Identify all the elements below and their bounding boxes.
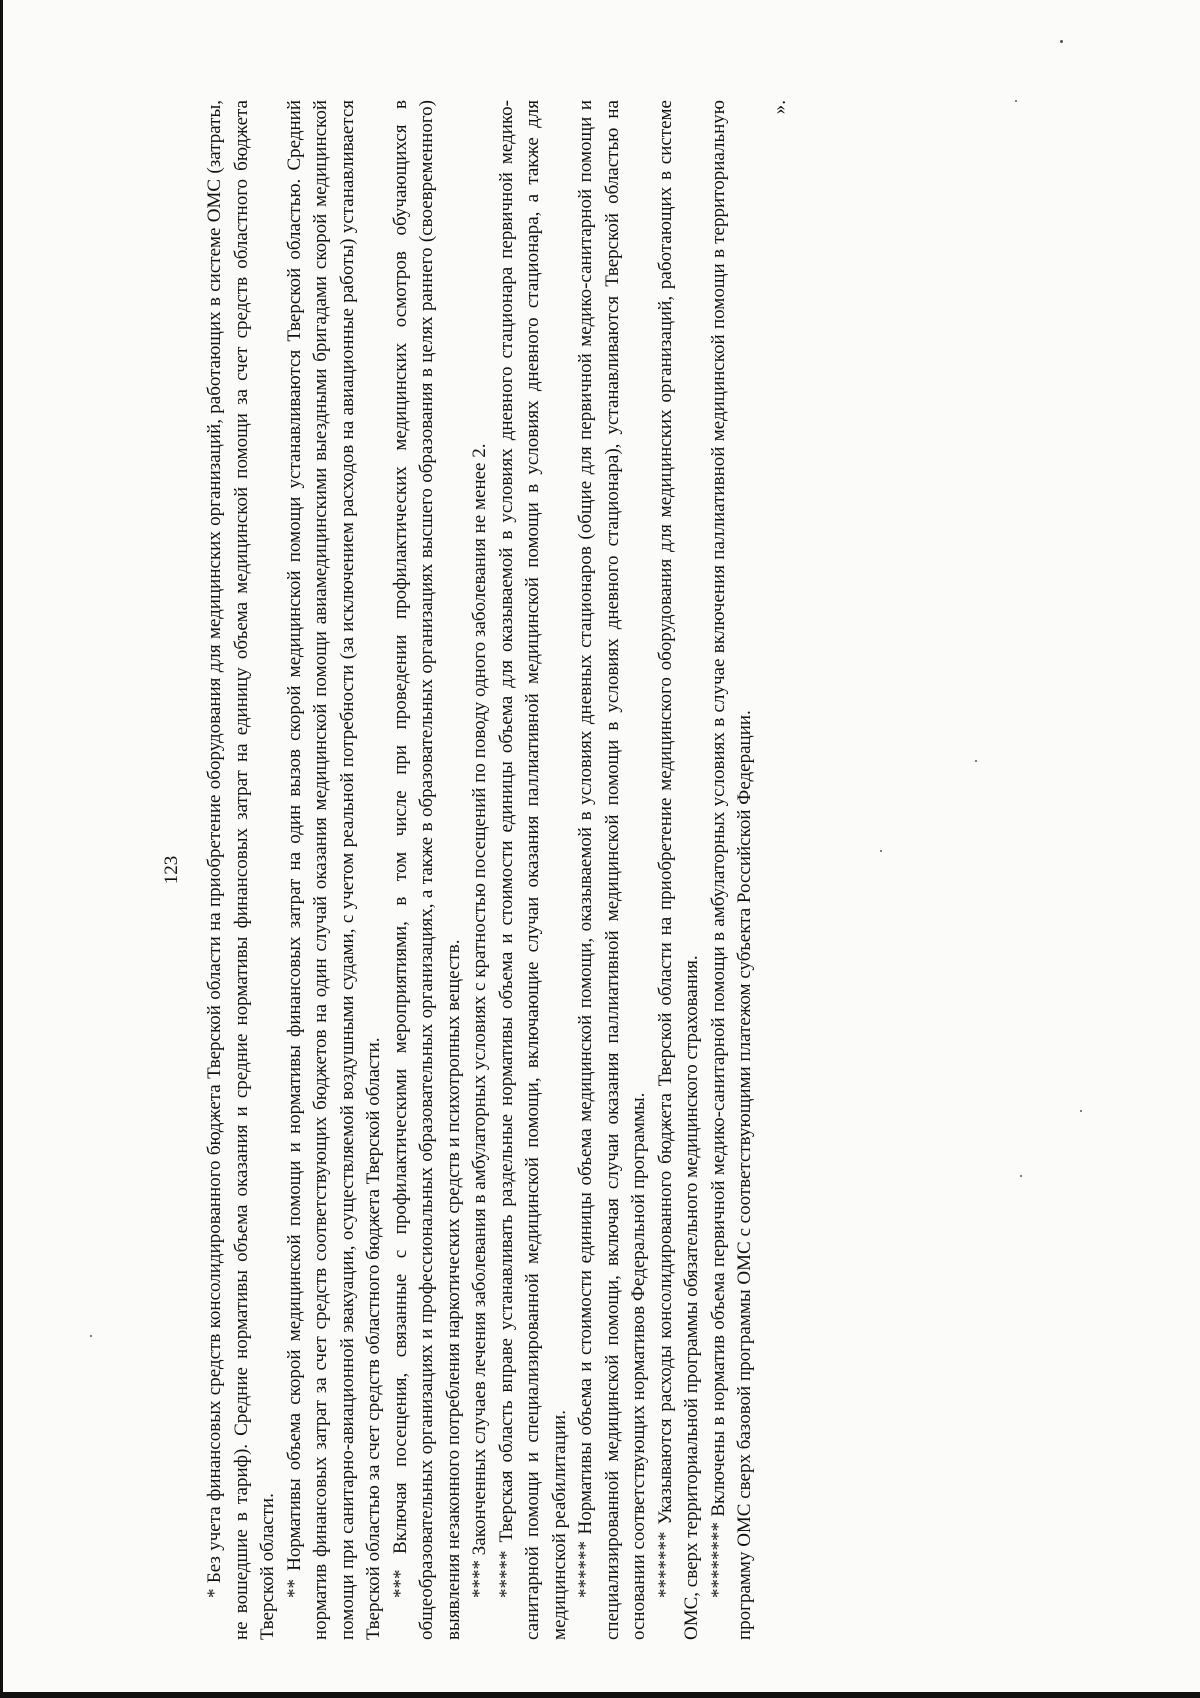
page-number: 123 [161,855,182,885]
scan-speck [880,850,882,852]
footnote-5: ***** Тверская область вправе устанавливать раздельные нормативы объема и стоимости единицы объема для оказываемой в условиях дневного стационара первичной медико-санитарной помощи и специализированной медицинской помощи, включающие случаи оказания паллиативной медицинской помощи в условиях дневного стационара, а также для медицинской реабилитации. [495,100,570,1640]
scan-speck [975,760,977,762]
scan-speck [1020,1175,1022,1177]
footnote-2: ** Нормативы объема скорой медицинской помощи и нормативы финансовых затрат на один вызов скорой медицинской помощи устанавливаются Тверской областью. Средний норматив финансовых затрат за счет средств соответствующих бюджетов на один случай оказания медицинской помощи авиамедицинскими выездными бригадами скорой медицинской помощи при санитарно-авиационной эвакуации, осуществляемой воздушными судами, с учетом реальной потребности (за исключением расходов на авиационные работы) устанавливается Тверской областью за счет средств областного бюджета Тверской области. [283,100,384,1640]
footnote-8: ******** Включены в норматив объема первичной медико-санитарной помощи в амбулаторных условиях в случае включения паллиативной медицинской помощи в территориальную программу ОМС сверх базовой программы ОМС с соответствующими платежом субъекта Российской Федерации. [707,100,755,1640]
footnote-6: ****** Нормативы объема и стоимости единицы объема медицинской помощи, оказываемой в условиях дневных стационаров (общие для первичной медико-санитарной помощи и специализированной медицинской помощи, включая случаи оказания паллиативной медицинской помощи в условиях дневного стационара), устанавливаются Тверской областью на основании соответствующих нормативов Федеральной программы. [575,100,649,1640]
scan-speck [90,1335,92,1337]
footnote-7: ******* Указываются расходы консолидированного бюджета Тверской области на приобретение медицинского оборудования для медицинских организаций, работающих в системе ОМС, сверх территориальной программы обязательного медицинского страхования. [654,100,702,1640]
footnote-4: **** Законченных случаев лечения заболевания в амбулаторных условиях с кратностью посещений по поводу одного заболевания не менее 2. [469,443,490,1598]
scan-speck [1080,1110,1082,1112]
scan-bottom-edge [0,1692,1200,1698]
closing-quote-mark: ». [768,100,790,115]
footnotes-block [202,100,759,1640]
rotated-content [160,100,791,1640]
footnote-1: * Без учета финансовых средств консолидированного бюджета Тверской области на приобретение оборудования для медицинских организаций, работающих в системе ОМС (затраты, не вошедшие в тариф). Средние нормативы объема оказания и средние нормативы финансовых затрат на единицу объема медицинской помощи за счет средств областного бюджета Тверской области. [204,100,278,1640]
scan-speck [1060,40,1063,43]
footnote-3: *** Включая посещения, связанные с профилактическими мероприятиями, в том числе при проведении профилактических медицинских осмотров обучающихся в общеобразовательных организациях и профессиональных образовательных организациях, а также в образовательных организациях высшего образования в целях раннего (своевременного) выявления незаконного потребления наркотических средств и психотропных веществ. [389,100,464,1640]
scan-speck [1015,100,1017,102]
scan-left-edge [0,0,3,1698]
